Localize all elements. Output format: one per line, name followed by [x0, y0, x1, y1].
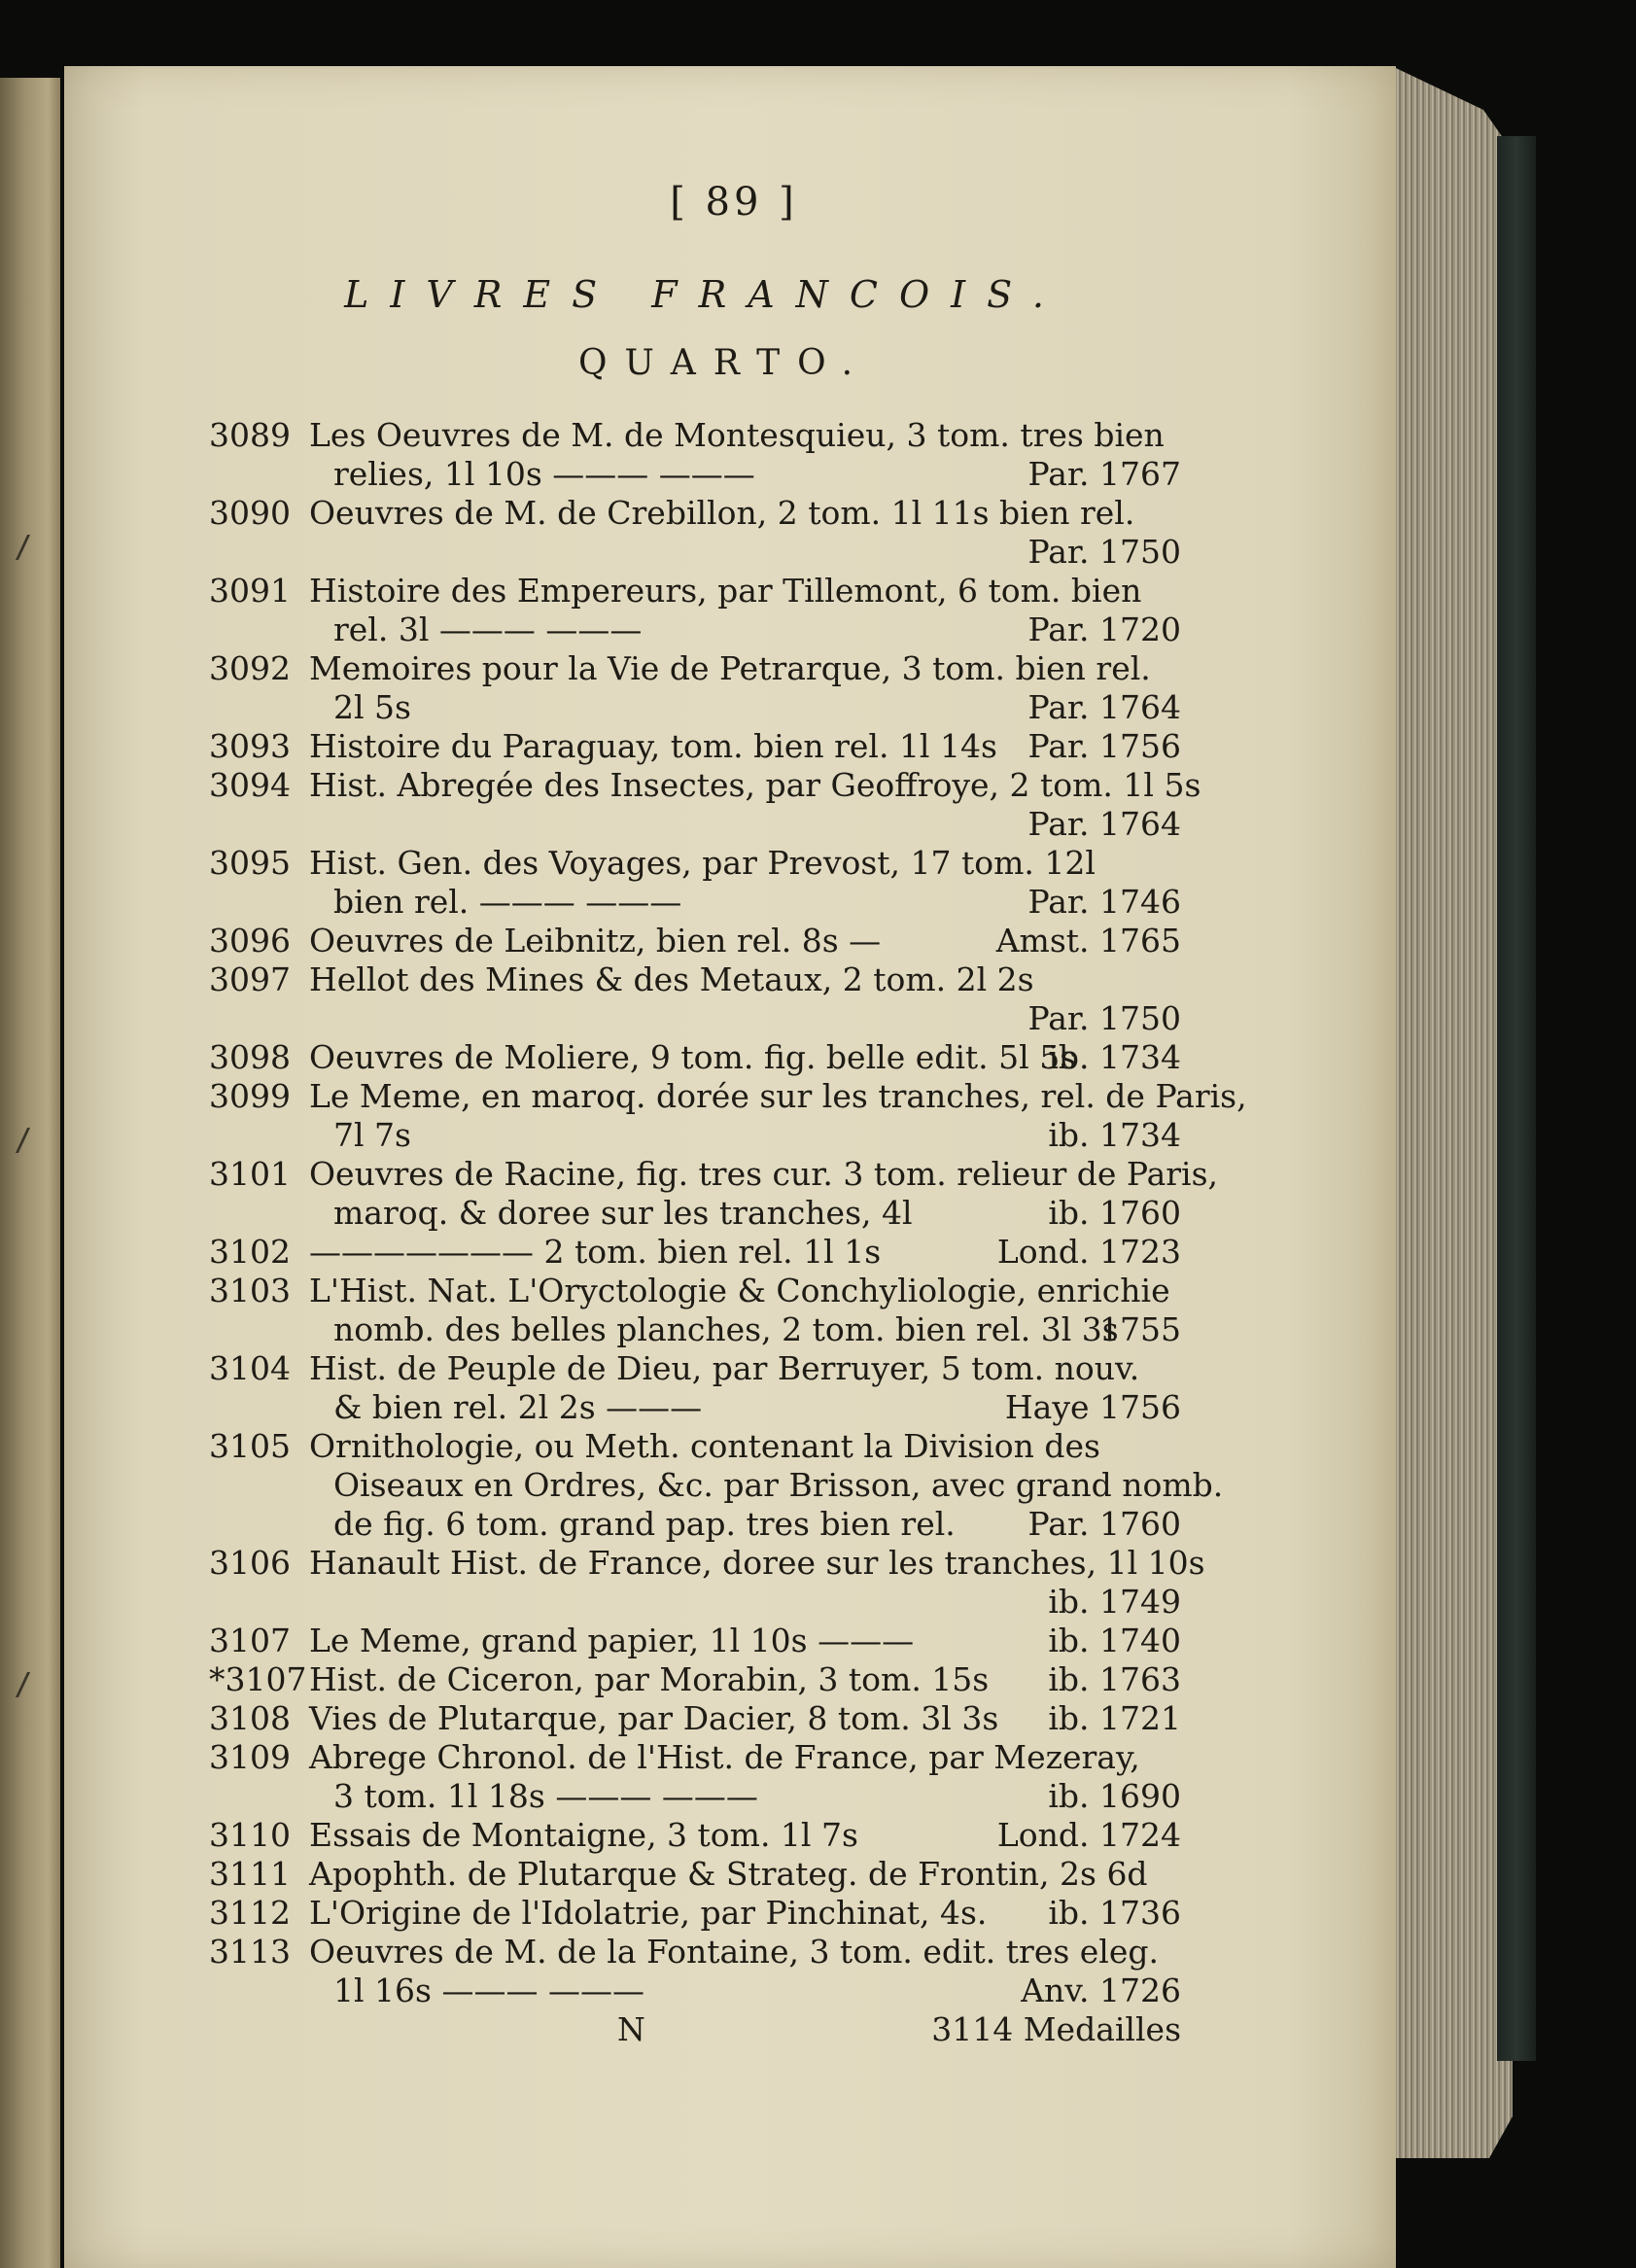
entry-line: [209, 1855, 1181, 1894]
catalog-entry: [209, 1622, 1181, 1660]
subsection-title: QUARTO.: [577, 343, 871, 383]
catalog-entry: [209, 1816, 1181, 1855]
entry-line: [209, 416, 1181, 455]
margin-mark: [16, 535, 48, 560]
entry-text: Oeuvres de M. de Crebillon, 2 tom. 1l 11s bien rel.: [309, 494, 1135, 532]
catalog-entry: [209, 494, 1181, 572]
entry-imprint: Par. 1760: [1027, 1505, 1181, 1543]
entry-line: [209, 1038, 1181, 1077]
entry-line: [209, 494, 1181, 533]
entry-line: [209, 455, 1181, 494]
catalog-entry: [209, 766, 1201, 844]
entry-line: [209, 1310, 1181, 1349]
catalog-entry: [209, 1933, 1181, 2010]
entry-line: [209, 1544, 1205, 1583]
entry-line: [209, 1077, 1247, 1116]
entry-number: 3094: [209, 766, 291, 804]
catalog-entry: [209, 1427, 1224, 1544]
entry-imprint: ib. 1734: [1048, 1038, 1181, 1076]
catalog-entry: [209, 727, 1181, 766]
entry-line: [209, 1155, 1219, 1194]
entry-text: 3 tom. 1l 18s ——— ———: [333, 1777, 758, 1815]
entry-number: 3096: [209, 922, 291, 960]
entry-text: & bien rel. 2l 2s ———: [333, 1388, 703, 1426]
entry-text: nomb. des belles planches, 2 tom. bien rel. 3l 3s: [333, 1310, 1119, 1348]
margin-mark: [16, 1672, 48, 1697]
entry-text: Histoire des Empereurs, par Tillemont, 6 tom. bien: [309, 572, 1142, 610]
entry-text: Hist. Gen. des Voyages, par Prevost, 17 tom. 12l: [309, 844, 1096, 882]
entry-line: [209, 805, 1181, 844]
entry-number: 3107: [209, 1622, 291, 1659]
entry-text: 7l 7s: [333, 1116, 411, 1154]
catalog-entry: [209, 1544, 1205, 1622]
entry-number: 3097: [209, 960, 291, 998]
entry-imprint: Lond. 1723: [996, 1233, 1181, 1271]
catalog-entry: [209, 1660, 1181, 1699]
catalog-entry: [209, 960, 1181, 1038]
section-title: LIVRES FRANCOIS.: [344, 273, 1065, 316]
entry-line: [209, 1660, 1181, 1699]
entry-text: bien rel. ——— ———: [333, 883, 682, 921]
entry-text: L'Hist. Nat. L'Oryctologie & Conchyliologie, enrichie: [309, 1272, 1170, 1309]
entry-line: [209, 688, 1181, 727]
entry-text: L'Origine de l'Idolatrie, par Pinchinat, 4s.: [309, 1894, 988, 1932]
entry-text: ——————— 2 tom. bien rel. 1l 1s: [309, 1233, 882, 1271]
entry-line: [209, 922, 1181, 960]
signature-mark: N: [617, 2010, 645, 2048]
page-number: [ 89 ]: [670, 180, 798, 225]
entry-text: Vies de Plutarque, par Dacier, 8 tom. 3l 3s: [309, 1699, 999, 1737]
entry-text: Hist. de Ciceron, par Morabin, 3 tom. 15s: [309, 1660, 990, 1698]
entry-line: [209, 1116, 1181, 1155]
entry-imprint: ib. 1763: [1048, 1660, 1181, 1698]
entry-text: Oeuvres de Moliere, 9 tom. fig. belle edit. 5l 5s: [309, 1038, 1077, 1076]
catalog-entry: [209, 1699, 1181, 1738]
entry-line: [209, 1622, 1181, 1660]
entry-number: 3092: [209, 649, 291, 687]
entry-number: 3109: [209, 1738, 291, 1776]
entry-line: [209, 611, 1181, 649]
entry-text: Apophth. de Plutarque & Strateg. de Frontin, 2s 6d: [309, 1855, 1148, 1893]
entry-number: 3105: [209, 1427, 291, 1465]
entry-text: Le Meme, en maroq. dorée sur les tranches, rel. de Paris,: [309, 1077, 1247, 1115]
entry-text: rel. 3l ——— ———: [333, 611, 643, 648]
catalog-entry: [209, 649, 1181, 727]
entry-text: Hanault Hist. de France, doree sur les tranches, 1l 10s: [309, 1544, 1205, 1582]
entry-line: [209, 844, 1181, 883]
entry-imprint: Lond. 1724: [996, 1816, 1181, 1854]
catalog-entries: [209, 416, 1247, 2010]
catchword: 3114 Medailles: [931, 2010, 1181, 2048]
entry-text: maroq. & doree sur les tranches, 4l: [333, 1194, 913, 1232]
entry-text: Ornithologie, ou Meth. contenant la Division des: [309, 1427, 1100, 1465]
entry-line: [209, 1777, 1181, 1816]
entry-line: [209, 1816, 1181, 1855]
catalog-entry: [209, 1233, 1181, 1272]
entry-text: Hist. de Peuple de Dieu, par Berruyer, 5 tom. nouv.: [309, 1349, 1140, 1387]
entry-line: [209, 1738, 1181, 1777]
entry-line: [209, 1427, 1181, 1466]
entry-text: Hellot des Mines & des Metaux, 2 tom. 2l 2s: [309, 960, 1034, 998]
entry-line: [209, 533, 1181, 572]
entry-line: [209, 766, 1201, 805]
entry-line: [209, 727, 1181, 766]
entry-imprint: Par. 1756: [1027, 727, 1181, 765]
entry-imprint: ib. 1740: [1048, 1622, 1181, 1659]
entry-imprint: ib. 1690: [1048, 1777, 1181, 1815]
entry-number: 3104: [209, 1349, 291, 1387]
catalog-entry: [209, 572, 1181, 649]
entry-text: Oeuvres de Racine, fig. tres cur. 3 tom. relieur de Paris,: [309, 1155, 1219, 1193]
catalog-entry: [209, 1077, 1247, 1155]
entry-text: 1l 16s ——— ———: [333, 1971, 644, 2009]
entry-line: [209, 1894, 1181, 1933]
entry-text: Abrege Chronol. de l'Hist. de France, par Mezeray,: [309, 1738, 1140, 1776]
entry-line: [209, 649, 1181, 688]
entry-line: [209, 1971, 1181, 2010]
catalog-entry: [209, 1272, 1181, 1349]
catalog-entry: [209, 1855, 1181, 1894]
catalog-entry: [209, 844, 1181, 922]
page-edges: [1396, 68, 1513, 2158]
book-cover-board: [1497, 136, 1536, 2061]
catalog-entry: [209, 1738, 1181, 1816]
entry-imprint: Amst. 1765: [995, 922, 1181, 960]
entry-number: 3113: [209, 1933, 291, 1971]
entry-number: 3093: [209, 727, 291, 765]
entry-number: 3102: [209, 1233, 291, 1271]
entry-line: [209, 1272, 1181, 1310]
margin-mark: [16, 1128, 48, 1153]
entry-number: 3103: [209, 1272, 291, 1309]
entry-text: Oeuvres de M. de la Fontaine, 3 tom. edit. tres eleg.: [309, 1933, 1160, 1971]
entry-number: 3099: [209, 1077, 291, 1115]
entry-number: 3110: [209, 1816, 291, 1854]
entry-line: [209, 1699, 1181, 1738]
page-content: [209, 180, 1247, 2049]
entry-number: 3101: [209, 1155, 291, 1193]
entry-imprint: ib. 1760: [1048, 1194, 1181, 1232]
entry-imprint: Anv. 1726: [1021, 1971, 1181, 2009]
entry-text: Hist. Abregée des Insectes, par Geoffroye, 2 tom. 1l 5s: [309, 766, 1201, 804]
entry-line: [209, 999, 1181, 1038]
entry-line: [209, 572, 1181, 611]
entry-imprint: Par. 1764: [1027, 805, 1181, 843]
entry-line: [209, 883, 1181, 922]
entry-text: Oeuvres de Leibnitz, bien rel. 8s —: [309, 922, 882, 960]
entry-imprint: 1755: [1099, 1310, 1181, 1348]
entry-text: Oiseaux en Ordres, &c. par Brisson, avec grand nomb.: [333, 1466, 1224, 1504]
entry-number: 3089: [209, 416, 291, 454]
catalog-entry: [209, 1038, 1181, 1077]
entry-number: 3106: [209, 1544, 291, 1582]
entry-imprint: ib. 1721: [1048, 1699, 1181, 1737]
entry-line: [209, 1933, 1181, 1971]
entry-imprint: ib. 1736: [1048, 1894, 1181, 1932]
entry-imprint: ib. 1749: [1048, 1583, 1181, 1621]
facing-page-edge: [0, 78, 60, 2268]
entry-number: 3112: [209, 1894, 291, 1932]
entry-imprint: Haye 1756: [1004, 1388, 1181, 1426]
entry-text: Histoire du Paraguay, tom. bien rel. 1l 14s: [309, 727, 997, 765]
entry-line: [209, 1505, 1181, 1544]
entry-imprint: Par. 1767: [1027, 455, 1181, 493]
entry-imprint: Par. 1750: [1027, 999, 1181, 1037]
entry-imprint: Par. 1764: [1027, 688, 1181, 726]
catalog-entry: [209, 1894, 1181, 1933]
entry-line: [209, 1466, 1224, 1505]
entry-text: Essais de Montaigne, 3 tom. 1l 7s: [309, 1816, 858, 1854]
catalog-entry: [209, 922, 1181, 960]
entry-imprint: Par. 1750: [1027, 533, 1181, 571]
entry-number: 3090: [209, 494, 291, 532]
entry-number: 3091: [209, 572, 291, 610]
entry-imprint: Par. 1720: [1027, 611, 1181, 648]
entry-line: [209, 1233, 1181, 1272]
entry-text: 2l 5s: [333, 688, 411, 726]
entry-text: Memoires pour la Vie de Petrarque, 3 tom. bien rel.: [309, 649, 1151, 687]
entry-line: [209, 1388, 1181, 1427]
entry-number: 3108: [209, 1699, 291, 1737]
entry-line: [209, 1194, 1181, 1233]
entry-line: [209, 1349, 1181, 1388]
catalog-entry: [209, 1155, 1219, 1233]
entry-line: [209, 960, 1181, 999]
catalog-entry: [209, 1349, 1181, 1427]
entry-text: de fig. 6 tom. grand pap. tres bien rel.: [333, 1505, 956, 1543]
entry-number: 3111: [209, 1855, 291, 1893]
page-footer: [209, 2010, 1181, 2049]
entry-imprint: Par. 1746: [1027, 883, 1181, 921]
entry-imprint: ib. 1734: [1048, 1116, 1181, 1154]
entry-text: relies, 1l 10s ——— ———: [333, 455, 755, 493]
entry-text: Les Oeuvres de M. de Montesquieu, 3 tom. tres bien: [309, 416, 1165, 454]
entry-text: Le Meme, grand papier, 1l 10s ———: [309, 1622, 915, 1659]
entry-number: 3098: [209, 1038, 291, 1076]
catalog-entry: [209, 416, 1181, 494]
entry-number: *3107: [209, 1660, 307, 1698]
entry-number: 3095: [209, 844, 291, 882]
entry-line: [209, 1583, 1181, 1622]
